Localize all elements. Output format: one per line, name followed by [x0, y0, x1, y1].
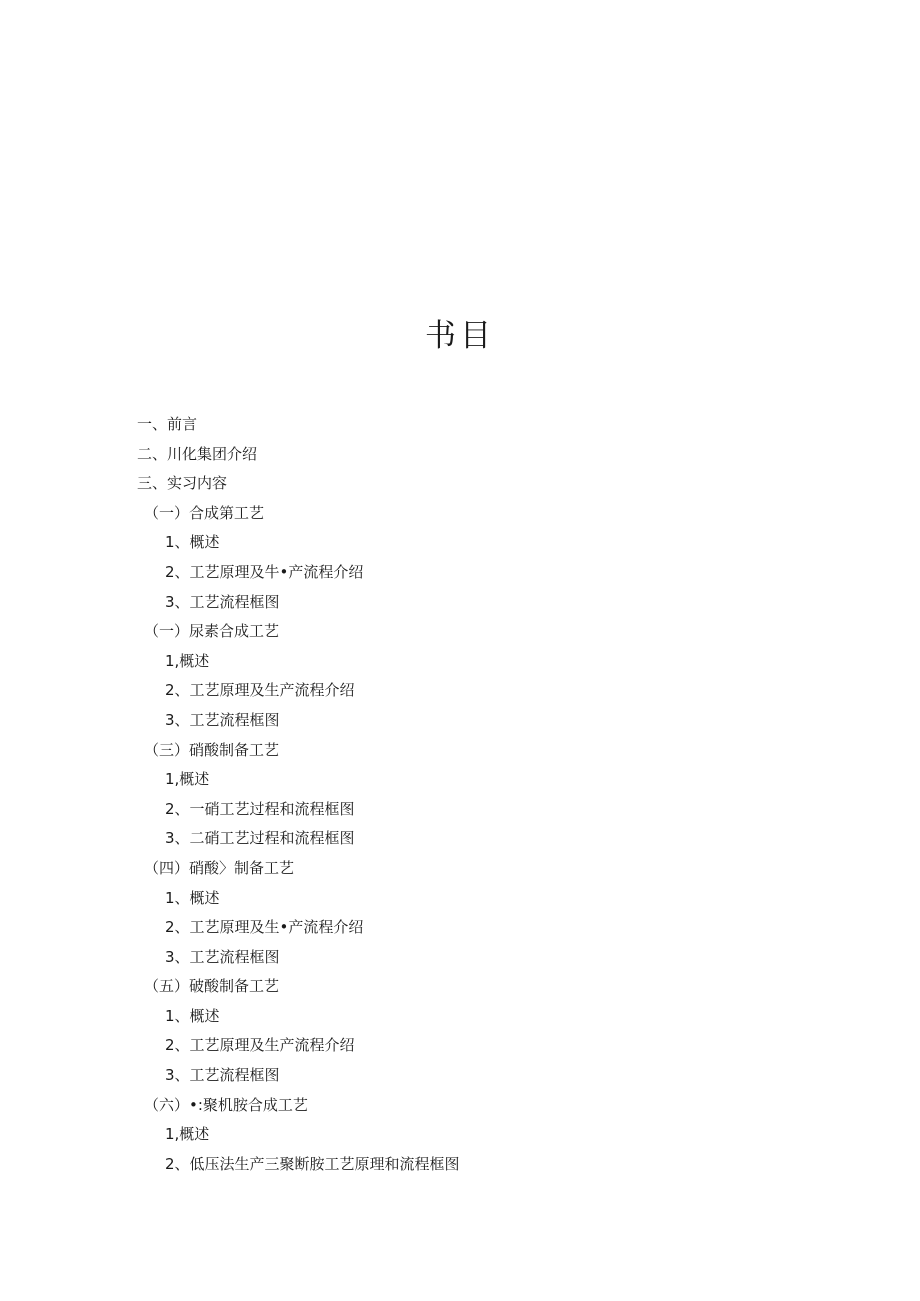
- toc-subsection: 3、工艺流程框图: [165, 947, 280, 966]
- toc-subsection: 3、工艺流程框图: [165, 592, 280, 611]
- toc-entry-company-intro: 二、川化集团介绍: [137, 444, 258, 463]
- table-of-contents: [0, 410, 920, 1179]
- toc-subsection: 1、概述: [165, 1006, 220, 1025]
- page-title: 书目: [425, 318, 495, 354]
- toc-section-3: （三）硝酸制备工艺: [144, 740, 280, 759]
- toc-subsection: 3、工艺流程框图: [165, 1066, 280, 1085]
- toc-subsection: 3、二硝工艺过程和流程框图: [165, 829, 355, 848]
- toc-subsection: 1,概述: [165, 1125, 210, 1144]
- toc-subsection: 2、工艺原理及生•产流程介绍: [165, 918, 364, 937]
- toc-section-6: （六）•:聚机胺合成工艺: [144, 1095, 308, 1114]
- toc-section-4: （四）硝酸〉制备工艺: [144, 858, 295, 877]
- toc-subsection: 2、低压法生产三聚断胺工艺原理和流程框图: [165, 1154, 460, 1173]
- toc-subsection: 1,概述: [165, 770, 210, 789]
- toc-subsection: 2、一硝工艺过程和流程框图: [165, 799, 355, 818]
- toc-subsection: 1、概述: [165, 533, 220, 552]
- toc-subsection: 3、工艺流程框图: [165, 710, 280, 729]
- toc-section-1: （一）合成第工艺: [144, 503, 265, 522]
- toc-section-2: （一）尿素合成工艺: [144, 622, 280, 641]
- toc-subsection: 2、工艺原理及牛•产流程介绍: [165, 562, 364, 581]
- toc-entry-preface: 一、前言: [137, 415, 198, 433]
- toc-subsection: 2、工艺原理及生产流程介绍: [165, 1036, 355, 1055]
- toc-section-5: （五）破酸制备工艺: [144, 977, 280, 996]
- toc-subsection: 1、概述: [165, 888, 220, 907]
- toc-subsection: 1,概述: [165, 651, 210, 670]
- toc-entry-internship-content: 三、实习内容: [137, 474, 228, 493]
- toc-subsection: 2、工艺原理及生产流程介绍: [165, 681, 355, 700]
